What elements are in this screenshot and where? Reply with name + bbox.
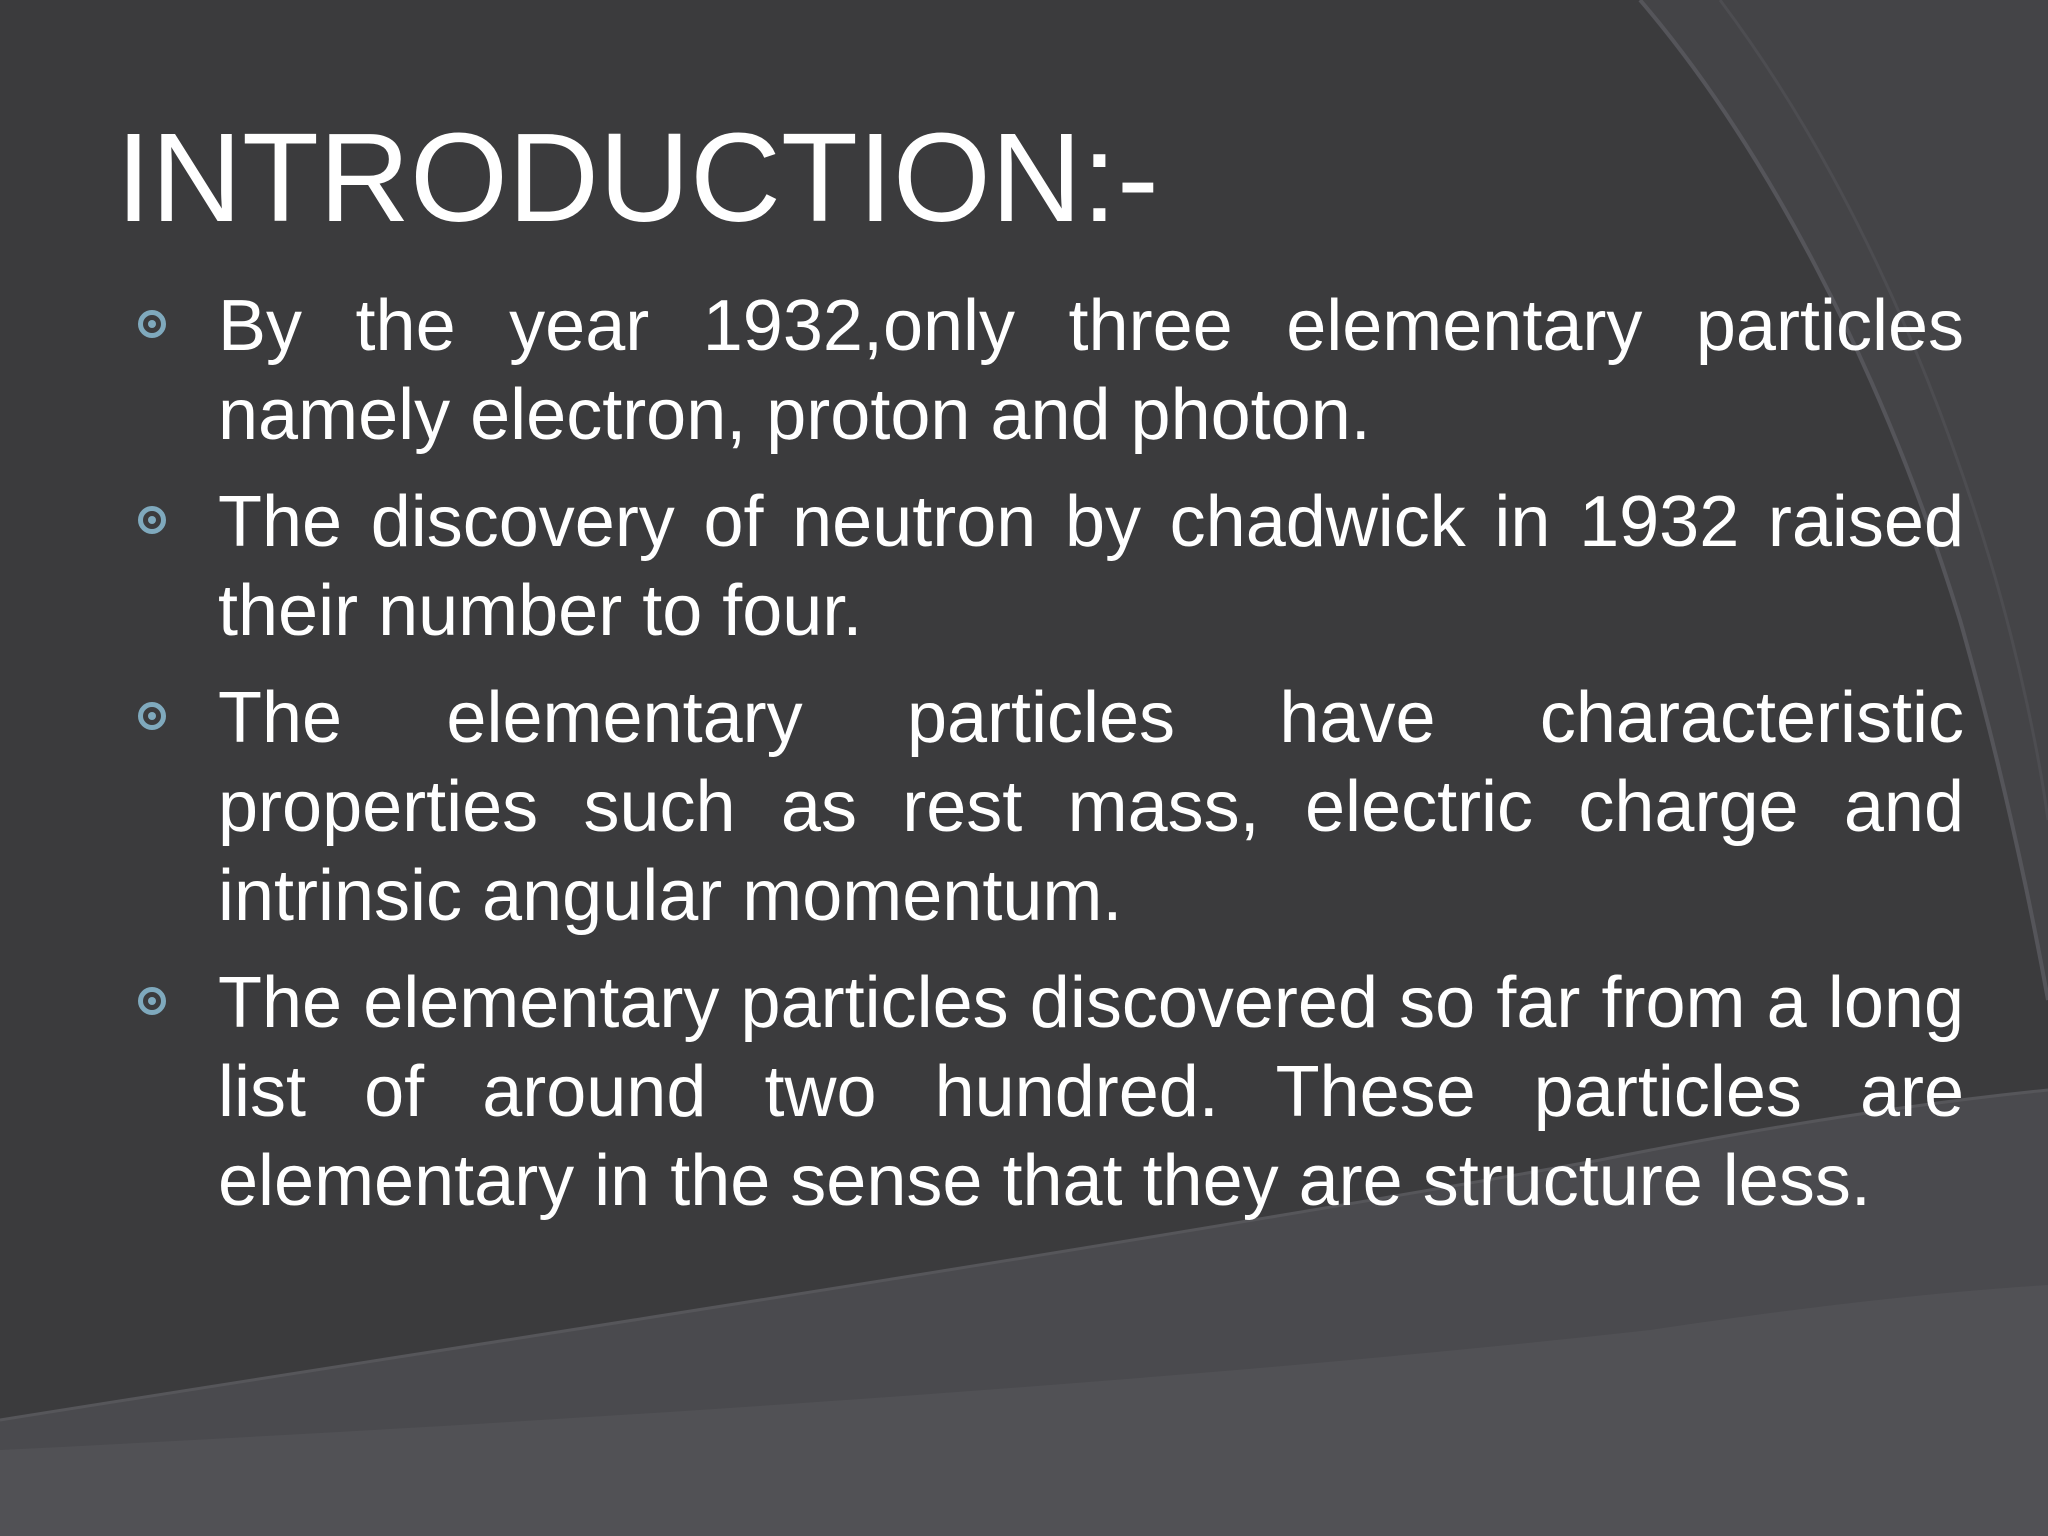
bullet-item xyxy=(132,959,1964,1226)
bullet-text: The elementary particles have characteristic properties such as rest mass, electric charge and intrinsic angular momentum. xyxy=(218,678,1964,936)
slide-title: INTRODUCTION:- xyxy=(116,107,1159,248)
circle-dot-icon xyxy=(138,702,166,730)
circle-dot-icon xyxy=(138,987,166,1015)
bullet-item xyxy=(132,282,1964,460)
circle-dot-icon xyxy=(138,506,166,534)
bullet-text: The elementary particles discovered so far from a long list of around two hundred. These particles are elementary in the sense that they are structure less. xyxy=(218,963,1964,1221)
bullet-text: By the year 1932,only three elementary particles namely electron, proton and photon. xyxy=(218,286,1964,455)
bullet-text: The discovery of neutron by chadwick in 1932 raised their number to four. xyxy=(218,482,1964,651)
bullet-list xyxy=(132,282,1964,1244)
bullet-item xyxy=(132,478,1964,656)
circle-dot-icon xyxy=(138,310,166,338)
bullet-item xyxy=(132,674,1964,941)
